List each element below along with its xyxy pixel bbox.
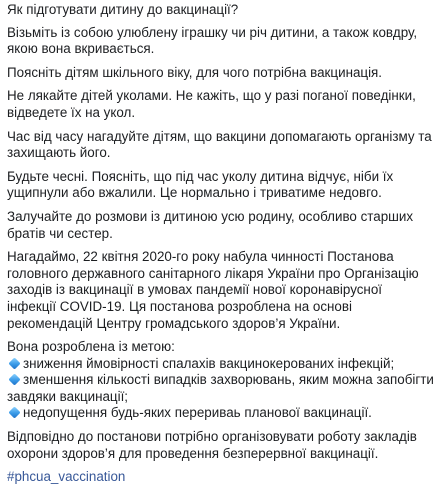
purpose-bullet-text: зменшення кількості випадків захворювань, яким можна запобігти завдяки вакцинації; [7, 372, 434, 404]
purpose-bullet-text: зниження ймовірності спалахів вакцинокерованих інфекцій; [23, 355, 395, 371]
purpose-section [7, 339, 434, 422]
small-blue-diamond-icon [8, 374, 20, 386]
post-paragraph: Час від часу нагадуйте дітям, що вакцини допомагають організму та захищають його. [7, 128, 432, 161]
post-paragraph: Залучайте до розмови із дитиною усю родину, особливо старших братів чи сестер. [7, 208, 414, 241]
purpose-bullet [7, 405, 434, 422]
post-paragraph: Не лякайте дітей уколами. Не кажіть, що у разі поганої поведінки, відведете їх на укол. [7, 88, 416, 120]
post-closing: Відповідно до постанови потрібно організовувати роботу закладів охорони здоров’я для проведення безперервної вакцинації. [7, 429, 417, 461]
small-blue-diamond-icon [8, 357, 20, 369]
post-paragraph: Поясніть дітям шкільного віку, для чого потрібна вакцинація. [7, 64, 383, 80]
post-paragraph: Будьте чесні. Поясніть, що під час уколу дитина відчує, ніби їх ущипнули або вжалили. Це нормально і триватиме недовго. [7, 168, 394, 201]
small-blue-diamond-icon [8, 407, 20, 419]
purpose-bullet-text: недопущення будь-яких перериваь планової вакцинації. [23, 405, 372, 421]
hashtag-link[interactable]: #phcua_vaccination [7, 469, 126, 485]
purpose-bullet [7, 356, 434, 373]
purpose-bullet [7, 372, 434, 405]
purpose-intro: Вона розроблена із метою: [7, 339, 175, 355]
post-paragraph: Нагадаймо, 22 квітня 2020-го року набула чинності Постанова головного державного санітарного лікаря України про Організацію заходів із вакцинації в умовах пандемії нової коронавірусної інфекції COVID-19. Ця постанова розроблена на основі рекомендацій Центру громадського здоров’я України. [7, 249, 419, 331]
post-question: Як підготувати дитину до вакцинації? [7, 2, 239, 17]
post-paragraph: Візьміть із собою улюблену іграшку чи річ дитини, а також ковдру, якою вона вкривається. [7, 24, 418, 57]
